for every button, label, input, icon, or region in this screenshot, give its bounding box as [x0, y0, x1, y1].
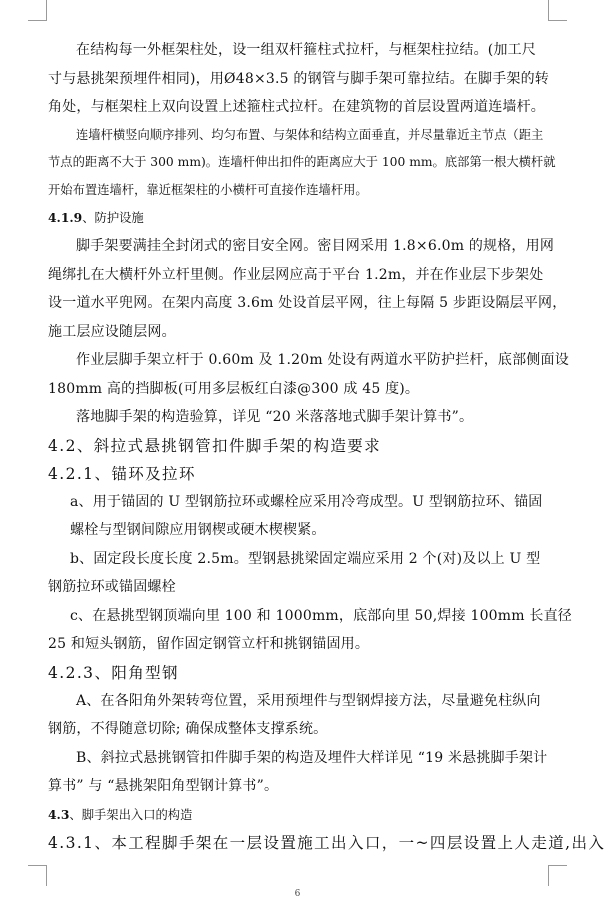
- section-heading-4-2-1: 4.2.1、锚环及拉环: [48, 464, 196, 483]
- document-body: [48, 36, 605, 857]
- paragraph-line: c、在悬挑型钢顶端向里 100 和 1000mm，底部向里 50,焊接 100mm 长直径: [70, 607, 572, 624]
- section-heading-4-3: [48, 801, 548, 829]
- section-heading-4-2-3: 4.2.3、阳角型钢: [48, 663, 179, 682]
- paragraph-line: 作业层脚手架立杆于 0.60m 及 1.20m 处设有两道水平防护拦杆，底部侧面设: [76, 352, 569, 368]
- crop-mark-top-left: [28, 0, 47, 21]
- paragraph-line: 角处，与框架柱上双向设置上述箍柱式拉杆。在建筑物的首层设置两道连墙杆。: [48, 99, 545, 115]
- paragraph-line: 施工层应设随层网。: [48, 323, 176, 340]
- paragraph-line: A、在各阳角外架转弯位置，采用预埋件与型钢焊接方法，尽量避免柱纵向: [76, 692, 541, 709]
- paragraph-line: 算书” 与 “悬挑架阳角型钢计算书”。: [48, 778, 279, 794]
- paragraph-line: b、固定段长度长度 2.5m。型钢悬挑梁固定端应采用 2 个(对)及以上 U 型: [70, 550, 541, 567]
- paragraph-line: 落地脚手架的构造验算，详见 “20 米落落地式脚手架计算书”。: [76, 409, 474, 425]
- page-number: 6: [294, 889, 301, 899]
- crop-mark-top-right: [548, 0, 567, 21]
- paragraph-line: 螺栓与型钢间隙应用钢楔或硬木楔楔紧。: [70, 522, 326, 538]
- paragraph-line: 节点的距离不大于 300 mm)。连墙杆伸出扣件的距离应大于 100 mm。底部第一根大横杆就: [48, 155, 556, 169]
- heading-text: 、防护设施: [82, 211, 144, 225]
- paragraph-line: 钢筋拉环或锚固螺栓: [48, 579, 176, 595]
- section-heading-4-1-9: [48, 204, 548, 232]
- crop-mark-bottom-right: [548, 865, 567, 886]
- section-heading-4-3-1: 4.3.1、本工程脚手架在一层设置施工出入口，一~四层设置上人走道,出入: [48, 833, 605, 852]
- heading-text: 、脚手架出入口的构造: [69, 807, 193, 822]
- paragraph-line: 25 和短头钢筋，留作固定钢管立杆和挑钢锚固用。: [48, 636, 370, 652]
- paragraph-line: 开始布置连墙杆，靠近框架柱的小横杆可直接作连墙杆用。: [48, 182, 368, 197]
- heading-number: 4.1.9: [48, 210, 83, 225]
- paragraph-line: 钢筋，不得随意切除; 确保成整体支撑系统。: [48, 721, 328, 737]
- heading-number: 4.3: [48, 806, 70, 822]
- paragraph-line: a、用于锚固的 U 型钢筋拉环或螺栓应采用冷弯成型。U 型钢筋拉环、锚固: [70, 493, 543, 510]
- paragraph-line: 寸与悬挑架预埋件相同)，用Ø48×3.5 的钢管与脚手架可靠拉结。在脚手架的转: [48, 70, 549, 87]
- crop-mark-bottom-left: [28, 865, 47, 886]
- paragraph-line: 设一道水平兜网。在架内高度 3.6m 处设首层平网，往上每隔 5 步距设隔层平网，: [48, 295, 567, 311]
- paragraph-line: 在结构每一外框架柱处，设一组双杆箍柱式拉杆，与框架柱拉结。(加工尺: [76, 42, 537, 58]
- section-heading-4-2: 4.2、斜拉式悬挑钢管扣件脚手架的构造要求: [48, 436, 382, 455]
- paragraph-line: 绳绑扎在大横杆外立杆里侧。作业层网应高于平台 1.2m，并在作业层下步架处: [48, 266, 544, 283]
- paragraph-line: B、斜拉式悬挑钢管扣件脚手架的构造及埋件大样详见 “19 米悬挑脚手架计: [76, 749, 548, 766]
- paragraph-line: 脚手架要满挂全封闭式的密目安全网。密目网采用 1.8×6.0m 的规格，用网: [76, 238, 555, 254]
- paragraph-line: 180mm 高的挡脚板(可用多层板红白漆@300 成 45 度)。: [48, 380, 420, 397]
- paragraph-line: 连墙杆横竖向顺序排列、均匀布置、与架体和结构立面垂直，并尽量靠近主节点（距主: [76, 127, 544, 142]
